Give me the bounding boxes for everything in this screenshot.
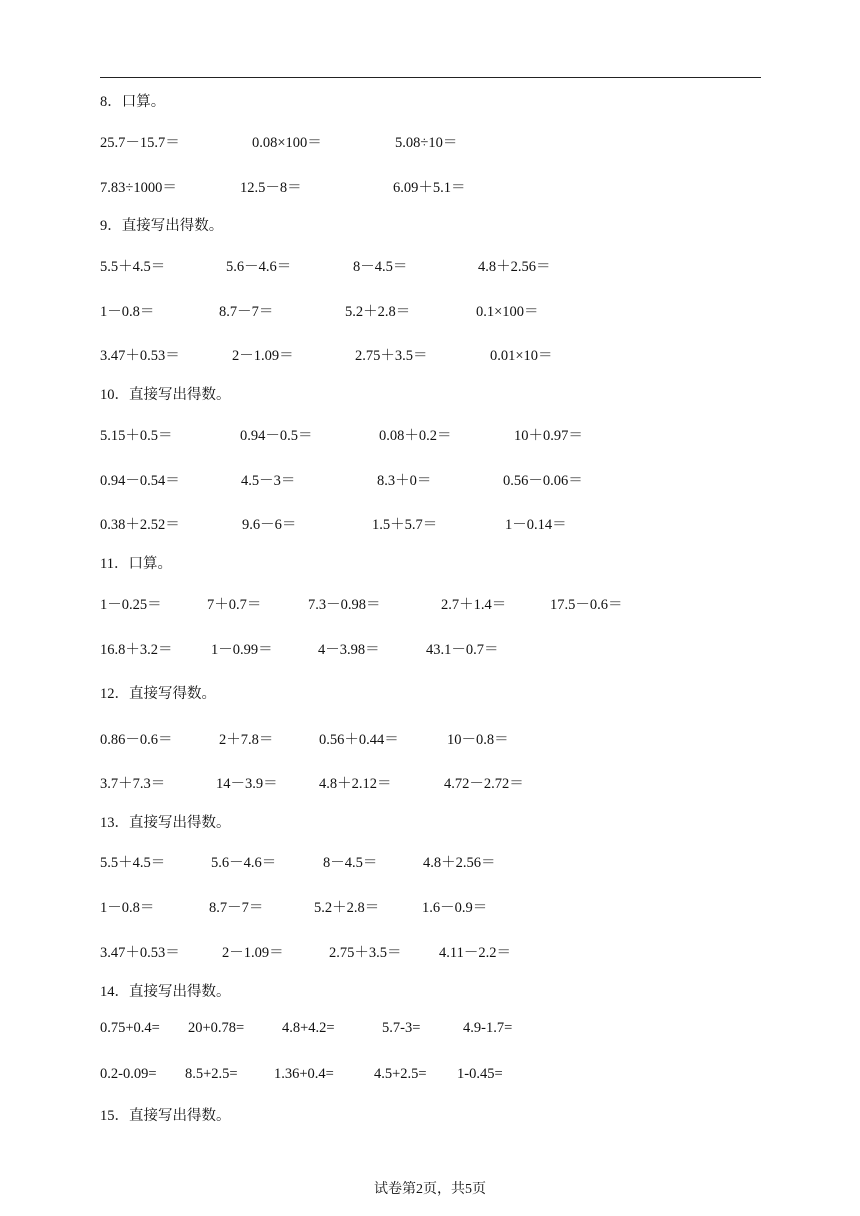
expression: 0.08＋0.2＝ xyxy=(379,428,452,444)
expression: 8－4.5＝ xyxy=(323,855,378,871)
expression: 1-0.45= xyxy=(457,1066,503,1082)
expression: 1－0.8＝ xyxy=(100,900,155,916)
expression: 2－1.09＝ xyxy=(232,348,294,364)
expression: 5.2＋2.8＝ xyxy=(345,304,411,320)
expression: 3.7＋7.3＝ xyxy=(100,776,166,792)
expression: 12.5－8＝ xyxy=(240,180,302,196)
expression: 4.11－2.2＝ xyxy=(439,945,511,961)
expression: 0.56－0.06＝ xyxy=(503,473,583,489)
expression: 1.36+0.4= xyxy=(274,1066,334,1082)
expression: 5.2＋2.8＝ xyxy=(314,900,380,916)
expression: 2.75＋3.5＝ xyxy=(329,945,402,961)
expression: 1.5＋5.7＝ xyxy=(372,517,438,533)
question-13-title: 13．直接写出得数。 xyxy=(100,815,231,831)
expression: 8.7－7＝ xyxy=(219,304,274,320)
expression: 2.75＋3.5＝ xyxy=(355,348,428,364)
expression: 4.72－2.72＝ xyxy=(444,776,524,792)
expression: 0.1×100＝ xyxy=(476,304,539,320)
page-footer: 试卷第2页，共5页 xyxy=(374,1182,486,1197)
header-rule xyxy=(100,77,761,78)
question-11-title: 11．口算。 xyxy=(100,556,172,572)
expression: 8－4.5＝ xyxy=(353,259,408,275)
expression: 4.5+2.5= xyxy=(374,1066,427,1082)
expression: 4.5－3＝ xyxy=(241,473,296,489)
expression: 0.38＋2.52＝ xyxy=(100,517,180,533)
expression: 1－0.25＝ xyxy=(100,597,162,613)
expression: 4.8＋2.56＝ xyxy=(478,259,551,275)
expression: 1－0.99＝ xyxy=(211,642,273,658)
expression: 5.6－4.6＝ xyxy=(226,259,292,275)
expression: 25.7－15.7＝ xyxy=(100,135,180,151)
expression: 5.5＋4.5＝ xyxy=(100,855,166,871)
expression: 0.01×10＝ xyxy=(490,348,553,364)
expression: 3.47＋0.53＝ xyxy=(100,945,180,961)
expression: 8.7－7＝ xyxy=(209,900,264,916)
expression: 5.15＋0.5＝ xyxy=(100,428,173,444)
expression: 8.5+2.5= xyxy=(185,1066,238,1082)
question-9-title: 9．直接写出得数。 xyxy=(100,218,224,234)
expression: 4.8＋2.56＝ xyxy=(423,855,496,871)
expression: 5.6－4.6＝ xyxy=(211,855,277,871)
expression: 4.9-1.7= xyxy=(463,1020,513,1036)
expression: 17.5－0.6＝ xyxy=(550,597,623,613)
expression: 0.08×100＝ xyxy=(252,135,322,151)
expression: 16.8＋3.2＝ xyxy=(100,642,173,658)
expression: 14－3.9＝ xyxy=(216,776,278,792)
question-15-title: 15．直接写出得数。 xyxy=(100,1108,231,1124)
expression: 2.7＋1.4＝ xyxy=(441,597,507,613)
question-10-title: 10．直接写出得数。 xyxy=(100,387,231,403)
expression: 10＋0.97＝ xyxy=(514,428,583,444)
expression: 0.94－0.54＝ xyxy=(100,473,180,489)
expression: 0.56＋0.44＝ xyxy=(319,732,399,748)
question-14-title: 14．直接写出得数。 xyxy=(100,984,231,1000)
expression: 2＋7.8＝ xyxy=(219,732,274,748)
expression: 10－0.8＝ xyxy=(447,732,509,748)
expression: 6.09＋5.1＝ xyxy=(393,180,466,196)
expression: 1－0.14＝ xyxy=(505,517,567,533)
expression: 0.94－0.5＝ xyxy=(240,428,313,444)
expression: 3.47＋0.53＝ xyxy=(100,348,180,364)
expression: 5.7-3= xyxy=(382,1020,421,1036)
expression: 7.83÷1000＝ xyxy=(100,180,177,196)
expression: 7＋0.7＝ xyxy=(207,597,262,613)
expression: 4.8+4.2= xyxy=(282,1020,335,1036)
expression: 5.08÷10＝ xyxy=(395,135,458,151)
expression: 0.75+0.4= xyxy=(100,1020,160,1036)
expression: 1－0.8＝ xyxy=(100,304,155,320)
question-8-title: 8．口算。 xyxy=(100,94,166,110)
expression: 4－3.98＝ xyxy=(318,642,380,658)
expression: 4.8＋2.12＝ xyxy=(319,776,392,792)
expression: 0.86－0.6＝ xyxy=(100,732,173,748)
expression: 0.2-0.09= xyxy=(100,1066,157,1082)
expression: 43.1－0.7＝ xyxy=(426,642,499,658)
expression: 5.5＋4.5＝ xyxy=(100,259,166,275)
expression: 8.3＋0＝ xyxy=(377,473,432,489)
expression: 2－1.09＝ xyxy=(222,945,284,961)
expression: 1.6－0.9＝ xyxy=(422,900,488,916)
question-12-title: 12．直接写得数。 xyxy=(100,686,216,702)
expression: 20+0.78= xyxy=(188,1020,245,1036)
expression: 7.3－0.98＝ xyxy=(308,597,381,613)
expression: 9.6－6＝ xyxy=(242,517,297,533)
